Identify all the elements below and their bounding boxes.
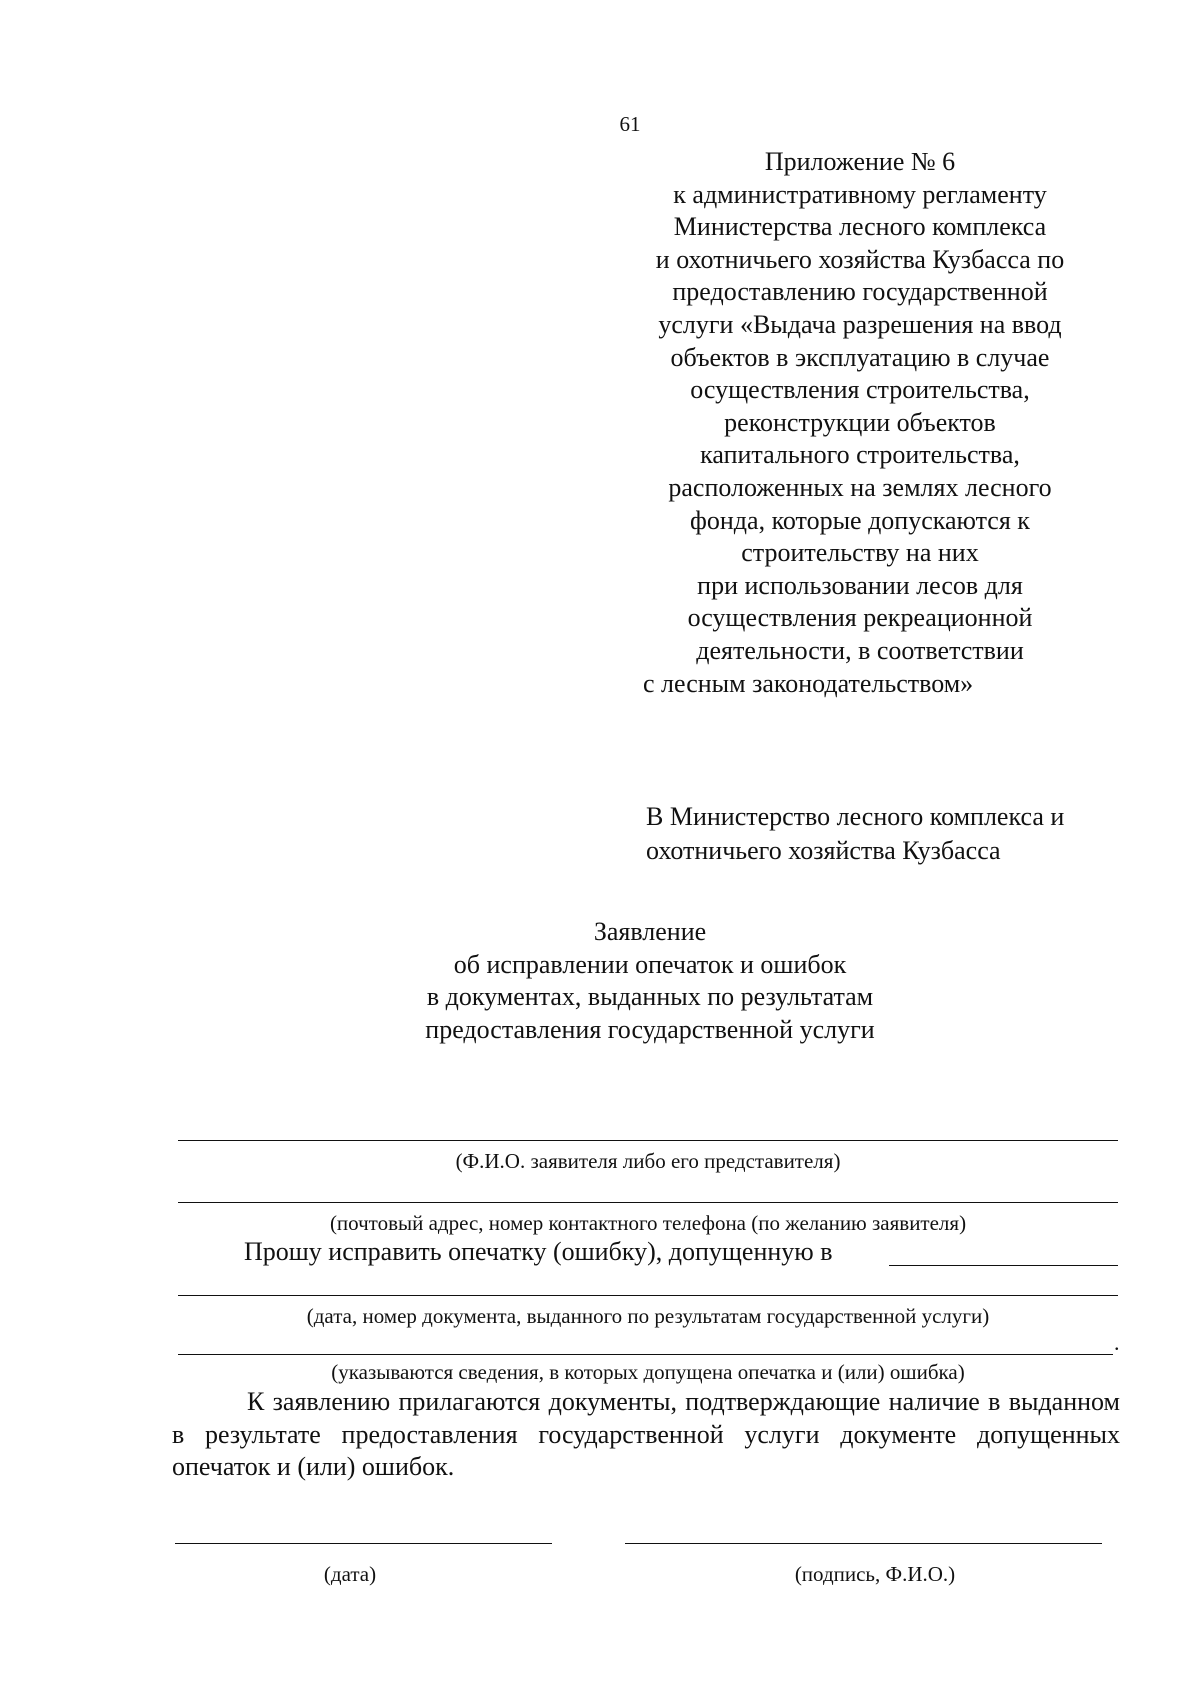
document-caption: (дата, номер документа, выданного по результатам государственной услуги): [306, 1304, 990, 1328]
appendix-line: объектов в эксплуатацию в случае: [670, 342, 1050, 372]
address-caption: (почтовый адрес, номер контактного телефона (по желанию заявителя): [329, 1211, 967, 1235]
appendix-line: капитального строительства,: [700, 440, 1020, 470]
appendix-line: и охотничьего хозяйства Кузбасса по: [655, 244, 1065, 274]
appendix-line: осуществления рекреационной: [687, 603, 1033, 633]
appendix-line: строительству на них: [741, 538, 979, 568]
appendix-line: услуги «Выдача разрешения на ввод: [658, 309, 1062, 339]
details-caption: (указываются сведения, в которых допущена опечатка и (или) ошибка): [331, 1360, 965, 1384]
appendix-header: [615, 146, 1105, 700]
page-number: 61: [619, 112, 641, 136]
addressee: [646, 800, 1166, 868]
title-line-4: предоставления государственной услуги: [425, 1014, 875, 1044]
appendix-line: Министерства лесного комплекса: [673, 212, 1047, 242]
title-line-3: в документах, выданных по результатам: [426, 982, 874, 1011]
document-inline-field[interactable]: [889, 1265, 1118, 1266]
error-details-field[interactable]: [178, 1354, 1113, 1355]
title-line-1: Заявление: [593, 917, 707, 946]
attachment-paragraph: К заявлению прилагаются документы, подтверждающие наличие в выданном в результате предоставления государственной услуги документе допущенных опечаток и (или) ошибок.: [172, 1387, 1120, 1482]
appendix-line: к административному регламенту: [673, 179, 1047, 209]
date-caption: (дата): [323, 1562, 377, 1586]
addressee-line-2: охотничьего хозяйства Кузбасса: [646, 836, 1001, 865]
appendix-line: при использовании лесов для: [697, 570, 1023, 600]
signature-caption: (подпись, Ф.И.О.): [794, 1562, 956, 1586]
appendix-line: фонда, которые допускаются к: [690, 505, 1030, 535]
signature-field[interactable]: [625, 1543, 1102, 1544]
appendix-line: деятельности, в соответствии: [696, 635, 1024, 665]
application-title: [300, 916, 1000, 1046]
appendix-line: с лесным законодательством»: [643, 668, 974, 698]
applicant-caption: (Ф.И.О. заявителя либо его представителя): [455, 1149, 841, 1173]
document-details-field[interactable]: [178, 1295, 1118, 1296]
end-dot: .: [1114, 1330, 1120, 1355]
date-field[interactable]: [175, 1543, 552, 1544]
appendix-line: реконструкции объектов: [724, 407, 996, 437]
appendix-line: осуществления строительства,: [690, 375, 1030, 405]
title-line-2: об исправлении опечаток и ошибок: [453, 949, 847, 979]
appendix-line: предоставлению государственной: [672, 277, 1048, 307]
appendix-line: Приложение № 6: [764, 147, 956, 176]
addressee-line-1: В Министерство лесного комплекса и: [646, 802, 1065, 831]
appendix-line: расположенных на землях лесного: [668, 472, 1052, 502]
postal-address-field[interactable]: [178, 1202, 1118, 1203]
request-text: Прошу исправить опечатку (ошибку), допущенную в: [244, 1237, 833, 1266]
applicant-name-field[interactable]: [178, 1140, 1118, 1141]
